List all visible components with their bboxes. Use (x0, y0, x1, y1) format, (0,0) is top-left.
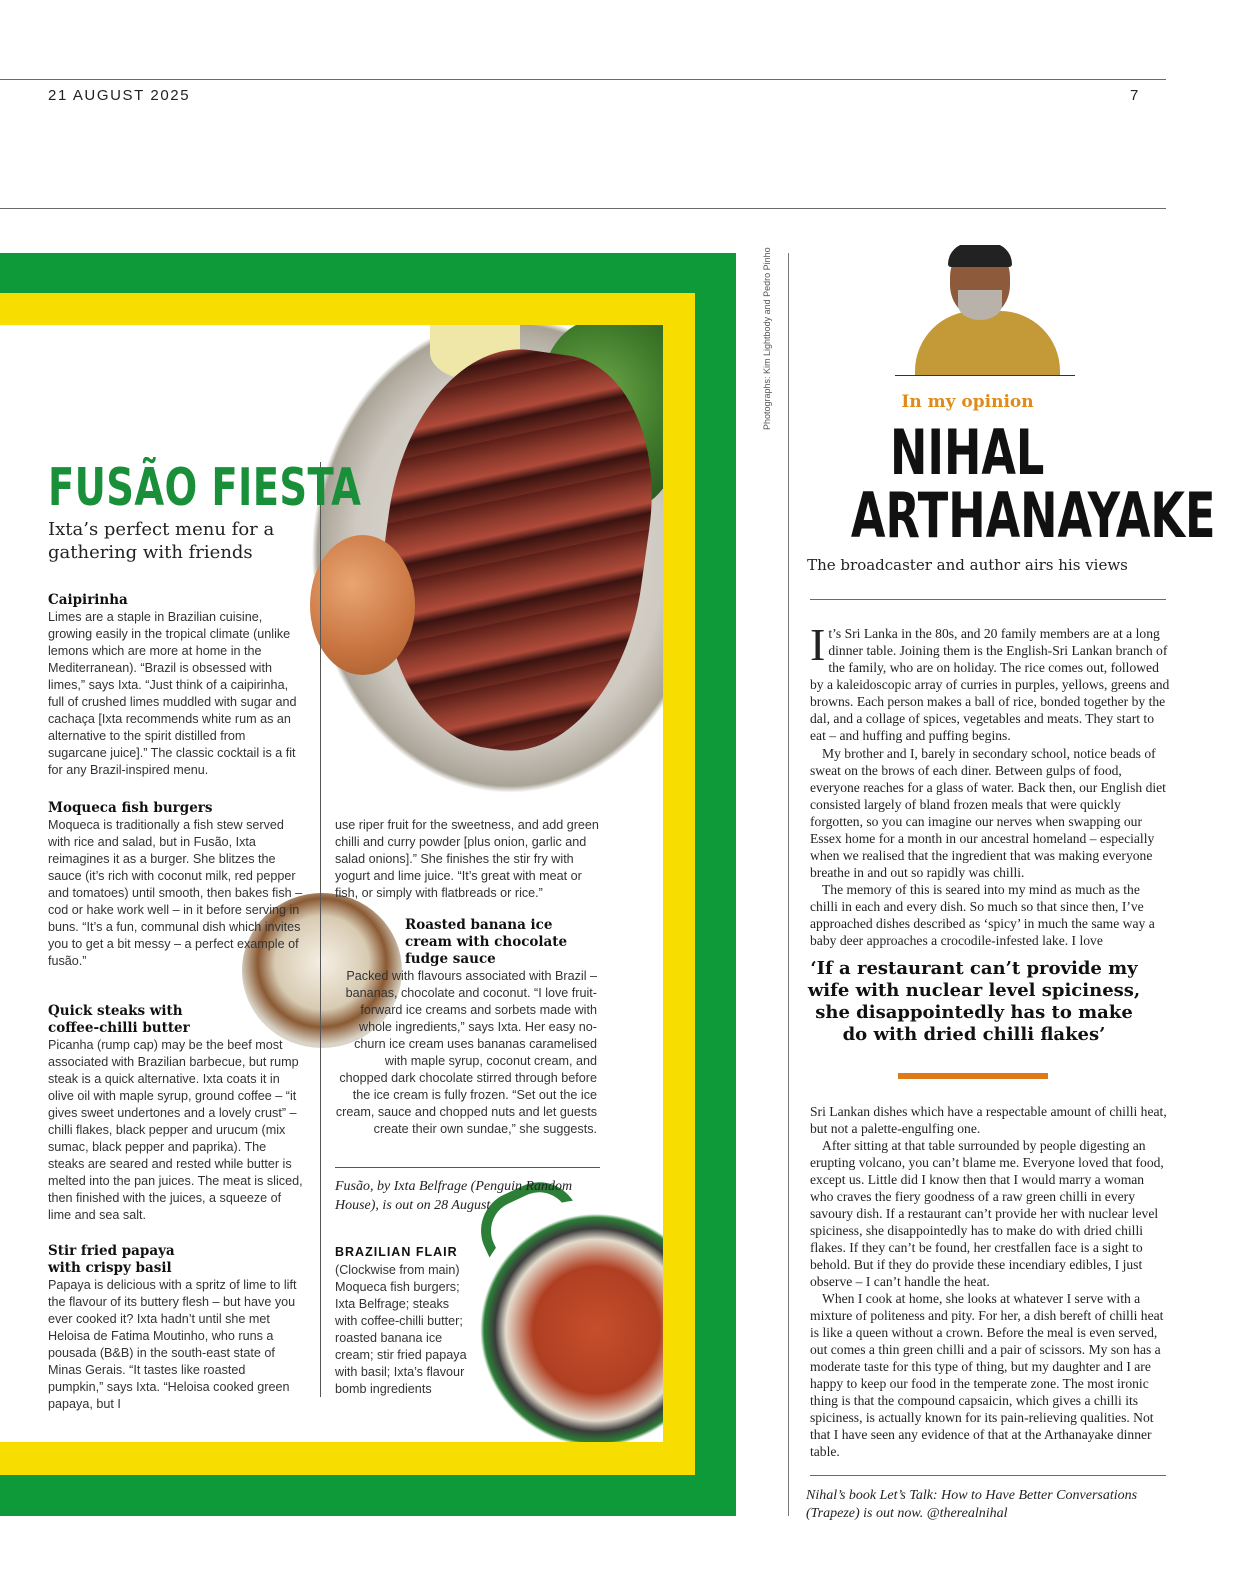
page-number: 7 (1130, 87, 1139, 104)
opinion-paragraph-1 (810, 619, 1170, 744)
caipirinha-heading: Caipirinha (48, 592, 128, 608)
issue-date: 21 AUGUST 2025 (48, 87, 191, 104)
book-note: Fusão, by Ixta Belfrage (Penguin Random House), is out on 28 August (335, 1179, 573, 1213)
opinion-rule (810, 599, 1166, 600)
chilli-butter-image (310, 535, 415, 675)
caption-heading: BRAZILIAN FLAIR (335, 1245, 458, 1259)
portrait-beard (958, 290, 1002, 320)
banana-ice-cream-text: Packed with flavours associated with Brazil – bananas, chocolate and coconut. “I love fruit-forward ice creams and sorbets made with whole ingredients,” says Ixta. Her easy no-churn ice cream uses bananas caramelised with maple syrup, coconut cream, and chopped dark chocolate stirred through before the ice cream is fully frozen. “Set out the ice cream, sauce and chopped nuts and let guests create their own sundae,” she suggests. (335, 969, 597, 1136)
papaya-text: Papaya is delicious with a spritz of lime to lift the flavour of its buttery flesh – but have you ever cooked it? Ixta hadn’t until she met Heloisa de Fatima Moutinho, who runs a pousada (B&B) in the south-east state of Minas Gerais. “It tastes like roasted pumpkin,” says Ixta. “Heloisa cooked green papaya, but I (48, 1278, 297, 1411)
steaks-text: Picanha (rump cap) may be the beef most associated with Brazilian barbecue, but rump steak is a quick alternative. Ixta coats it in olive oil with maple syrup, ground coffee – “it gives sweet undertones and a lovely crust” – chilli flakes, black pepper and urucum (mix sumac, black pepper and paprika). The steaks are seared and rested while butter is melted into the pan juices. The meat is sliced, then finished with the juices, a squeeze of lime and sea salt. (48, 1038, 303, 1222)
opinion-paragraph-5: After sitting at that table surrounded by people digesting an erupting volcano, you can’t blame me. Everyone loved that food, except us. Little did I know then that I would marry a woman who craves the fiery goodness of a raw green chilli in every savoury dish. If a restaurant can’t provide her with nuclear level spiciness, she disappointedly has to make do with dried chilli flakes. If they can’t be found, her crestfallen face is a sight to behold. But if they do provide these incendiary edibles, I just observe – I can’t handle the heat. (810, 1138, 1164, 1289)
moqueca-heading: Moqueca fish burgers (48, 800, 213, 816)
opinion-paragraph-6: When I cook at home, she looks at whatever I serve with a mixture of politeness and pity. For her, a dish bereft of chilli heat is like a queen without a crown. Before the meal is even served, out comes a thin green chilli and a pair of scissors. My son has a moderate taste for this type of thing, but my daughter and I are happy to keep our food in the temperate zone. The most ironic thing is that the compound capsaicin, which gives a chilli its spiciness, is actually known for its pain-relieving qualities. Not that I have seen any evidence of that at the Arthanayake dinner table. (810, 1291, 1164, 1459)
opinion-kicker: In my opinion (901, 392, 1034, 412)
portrait-hair (948, 245, 1012, 267)
banana-ice-cream-heading: Roasted banana ice cream with chocolate fudge sauce (405, 917, 568, 967)
drop-cap: I (810, 619, 826, 670)
columnist-surname (780, 479, 1216, 552)
papaya-continued-text: use riper fruit for the sweetness, and add green chilli and curry powder [plus onion, garlic and salad onions].” She finishes the stir fry with yogurt and lime juice. “It’s great with meat or fish, or simply with flatbreads or rice.” (335, 818, 599, 900)
header-rule (0, 79, 1166, 80)
opinion-paragraph-3: The memory of this is seared into my mind as much as the chilli in each and every dish. So much so that since then, I’ve approached dishes described as ‘spicy’ in much the same way a baby deer approaches a crocodile-infested lake. I love (810, 882, 1155, 948)
book-note-rule (335, 1167, 600, 1168)
photo-credit: Photographs: Kim Lightbody and Pedro Pinho (762, 247, 772, 430)
pull-quote: ‘If a restaurant can’t provide my wife with nuclear level spiciness, she disappointedly has to make do with dried chilli flakes’ (807, 958, 1141, 1045)
papaya-heading: Stir fried papaya with crispy basil (48, 1243, 175, 1276)
footer-rule (810, 1475, 1166, 1476)
feature-standfirst: Ixta’s perfect menu for a gathering with friends (48, 519, 275, 563)
caipirinha-text: Limes are a staple in Brazilian cuisine, growing easily in the tropical climate (unlike lemons which are more at home in the Mediterranean). “Brazil is obsessed with limes,” says Ixta. “Just think of a caipirinha, full of crushed limes muddled with sugar and cachaça [Ixta recommends white rum as an alternative to the spirit distilled from sugarcane juice].” The classic cocktail is a fit for any Brazil-inspired menu. (48, 610, 297, 777)
portrait-baseline (895, 375, 1075, 376)
first-name-text: NIHAL (890, 416, 1045, 489)
caption-text: (Clockwise from main) Moqueca fish burgers; Ixta Belfrage; steaks with coffee-chilli butter; roasted banana ice cream; stir fried papaya with basil; Ixta’s flavour bomb ingredients (335, 1263, 467, 1396)
moqueca-text: Moqueca is traditionally a fish stew served with rice and salad, but in Fusão, Ixta reimagines it as a burger. She blitzes the sauce (it’s rich with coconut milk, red pepper and tomatoes) until smooth, then bakes fish – cod or hake work well – in it before serving in buns. “It’s a fun, communal dish which invites you to get a bit messy – a perfect example of fusão.” (48, 818, 303, 968)
steaks-heading: Quick steaks with coffee-chilli butter (48, 1003, 190, 1036)
columnist-first-name (780, 416, 1155, 489)
section-rule (0, 208, 1166, 209)
opinion-paragraph-4: Sri Lankan dishes which have a respectable amount of chilli heat, but not a palette-engulfing one. (810, 1104, 1167, 1136)
opinion-paragraph-2: My brother and I, barely in secondary school, notice beads of sweat on the brows of each diner. Between gulps of food, everyone reaches for a glass of water. Back then, our English diet consisted largely of bland frozen meals that were quickly forgotten, so you can imagine our nerves when swapping our Essex home for a month in our ancestral homeland – especially when we realised that the ingredient that was making everyone breathe in and out so rapidly was chilli. (810, 746, 1166, 880)
columnist-subtitle: The broadcaster and author airs his views (807, 556, 1128, 574)
column-divider (320, 462, 321, 1397)
surname-text: ARTHANAYAKE (850, 479, 1216, 552)
feature-title: FUSÃO FIESTA (48, 458, 362, 518)
columnist-portrait (910, 245, 1070, 375)
portrait-jacket (915, 311, 1060, 375)
opinion-paragraph-1-text: t’s Sri Lanka in the 80s, and 20 family members are at a long dinner table. Joining them is the English-Sri Lankan branch of the family, who are on holiday. The rice comes out, followed by a kaleidoscopic array of curries in purples, yellows, greens and browns. Each person makes a ball of rice, bonded together by the dal, and a collage of spices, vegetables and meats. They start to eat – and huffing and puffing begins. (810, 626, 1170, 743)
pull-quote-bar (898, 1073, 1048, 1079)
book-footer-note: Nihal’s book Let’s Talk: How to Have Better Conversations (Trapeze) is out now. @therealnihal (806, 1488, 1138, 1521)
